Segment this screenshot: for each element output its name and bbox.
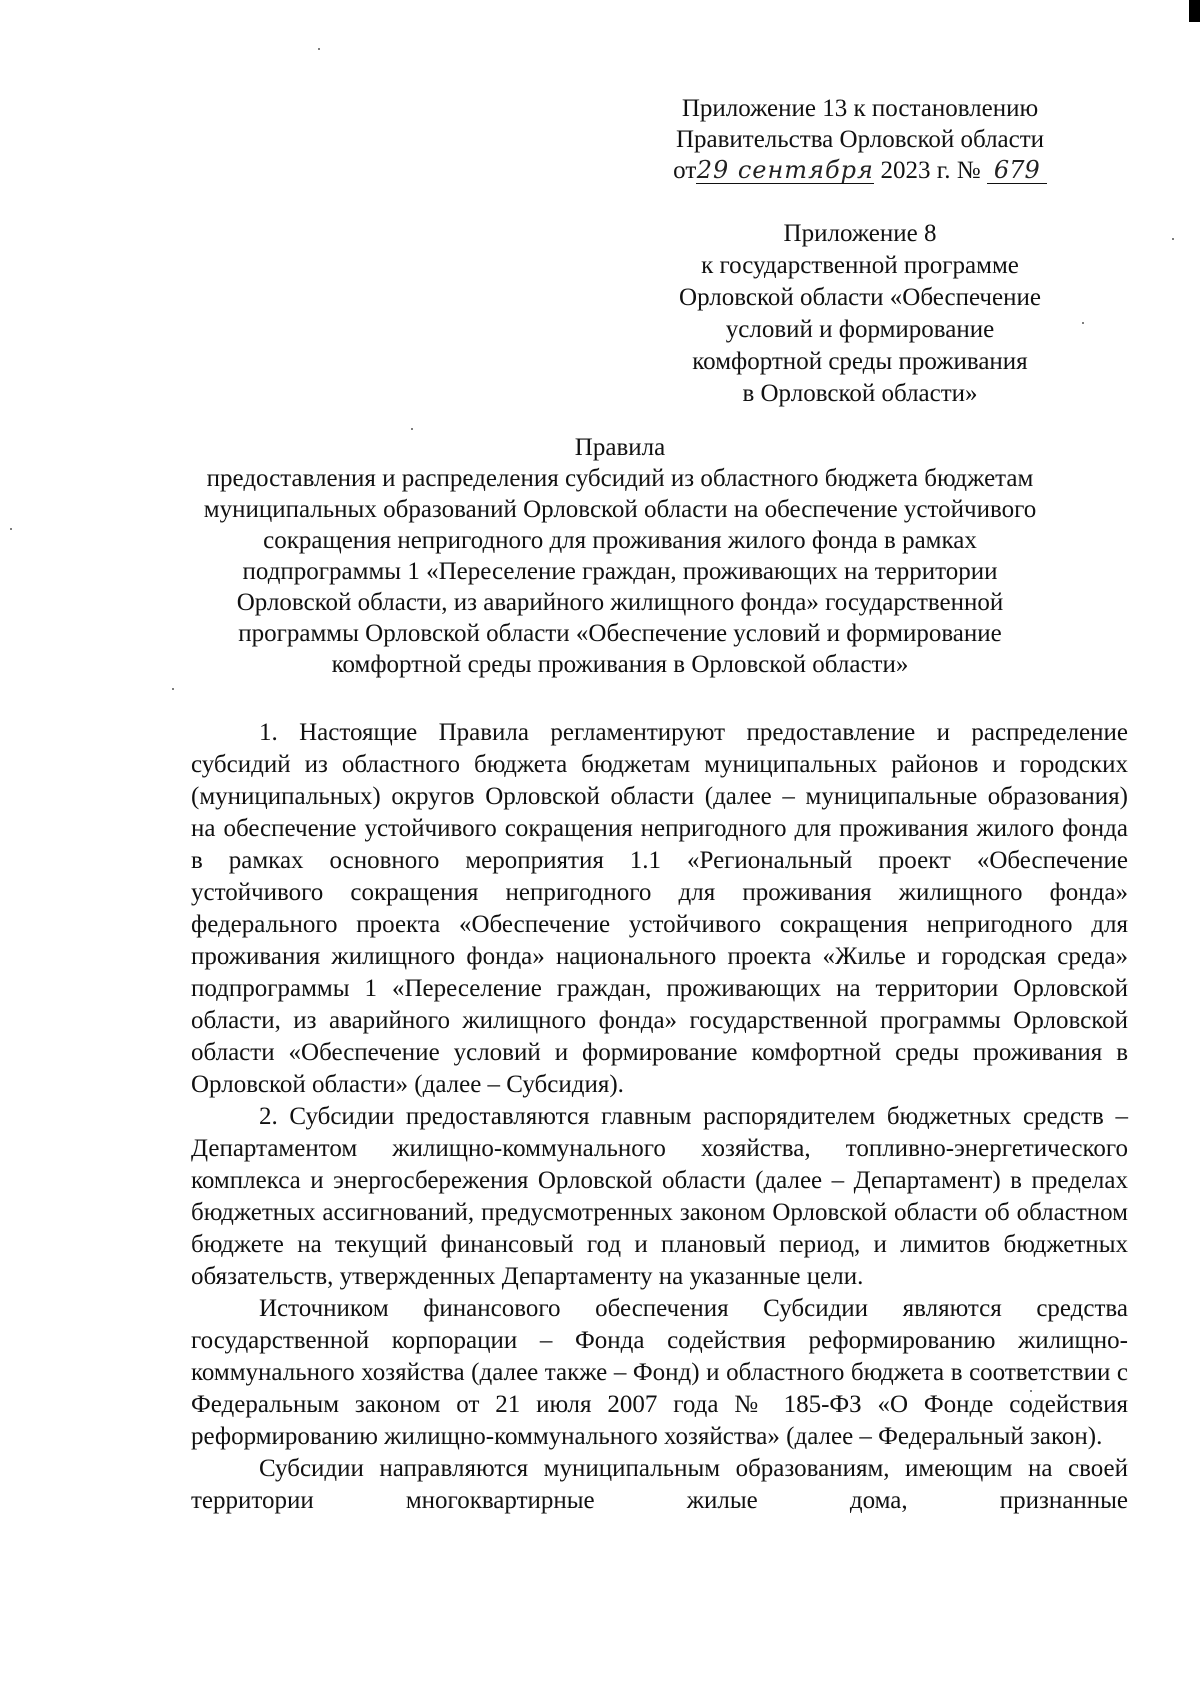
handwritten-number: 679 xyxy=(987,157,1047,184)
scan-speck xyxy=(411,428,413,430)
title-line: муниципальных образований Орловской области на обеспечение устойчивого xyxy=(203,496,1037,523)
year-and-number-label: 2023 г. № xyxy=(880,157,981,184)
paragraph-1: 1. Настоящие Правила регламентируют предоставление и распределение субсидий из областного бюджета бюджетам муниципальных районов и городских (муниципальных) округов Орловской области (далее – муниципальные образования) на обеспечение устойчивого сокращения непригодного для проживания жилого фонда в рамках основного мероприятия 1.1 «Региональный проект «Обеспечение устойчивого сокращения непригодного для проживания жилищного фонда» федерального проекта «Обеспечение устойчивого сокращения непригодного для проживания жилищного фонда» национального проекта «Жилье и городская среда» подпрограммы 1 «Переселение граждан, проживающих на территории Орловской области, из аварийного жилищного фонда» государственной программы Орловской области «Обеспечение условий и формирование комфортной среды проживания в Орловской области» (далее – Субсидия). xyxy=(191,719,1128,1098)
appendix-13-header xyxy=(600,93,1120,186)
appendix-8-line: Орловской области «Обеспечение xyxy=(679,284,1041,311)
scan-speck xyxy=(10,528,12,530)
title-line: сокращения непригодного для проживания жилого фонда в рамках xyxy=(263,527,977,554)
paragraph-4: Субсидии направляются муниципальным образованиям, имеющим на своей территории многоквартирные жилые дома, признанные xyxy=(191,1455,1128,1514)
appendix-13-line-1: Приложение 13 к постановлению xyxy=(681,95,1039,122)
paragraph-3: Источником финансового обеспечения Субсидии являются средства государственной корпорации – Фонда содействия реформированию жилищно-коммунального хозяйства (далее также – Фонд) и областного бюджета в соответствии с Федеральным законом от 21 июля 2007 года № 185-ФЗ «О Фонде содействия реформированию жилищно-коммунального хозяйства» (далее – Федеральный закон). xyxy=(191,1295,1128,1450)
handwritten-date: 29 сентября xyxy=(696,156,874,184)
title-line: подпрограммы 1 «Переселение граждан, проживающих на территории xyxy=(242,558,998,585)
title-line: программы Орловской области «Обеспечение условий и формирование xyxy=(238,620,1002,647)
appendix-8-line: комфортной среды проживания xyxy=(692,348,1028,375)
scan-speck xyxy=(172,688,174,690)
paragraph-2: 2. Субсидии предоставляются главным распорядителем бюджетных средств – Департаментом жилищно-коммунального хозяйства, топливно-энергетического комплекса и энергосбережения Орловской области (далее – Департамент) в пределах бюджетных ассигнований, предусмотренных законом Орловской области об областном бюджете на текущий финансовый год и плановый период, и лимитов бюджетных обязательств, утвержденных Департаменту на указанные цели. xyxy=(191,1103,1128,1290)
title-line: предоставления и распределения субсидий из областного бюджета бюджетам xyxy=(206,465,1034,492)
appendix-8-line: условий и формирование xyxy=(725,316,995,343)
document-title xyxy=(170,432,1070,680)
scan-speck xyxy=(1172,238,1174,240)
scan-corner-mark xyxy=(1189,0,1200,22)
document-body xyxy=(191,717,1128,1517)
appendix-13-line-2: Правительства Орловской области xyxy=(675,126,1045,153)
title-line: комфортной среды проживания в Орловской области» xyxy=(331,651,909,678)
appendix-13-date-line xyxy=(600,155,1120,186)
scan-speck xyxy=(318,48,320,50)
appendix-8-line: к государственной программе xyxy=(701,252,1019,279)
title-line: Орловской области, из аварийного жилищного фонда» государственной xyxy=(236,589,1004,616)
appendix-8-line: в Орловской области» xyxy=(742,380,978,407)
appendix-8-line: Приложение 8 xyxy=(783,220,937,247)
appendix-8-header xyxy=(600,218,1120,410)
title-heading: Правила xyxy=(574,434,666,461)
date-prefix: от xyxy=(673,157,697,184)
